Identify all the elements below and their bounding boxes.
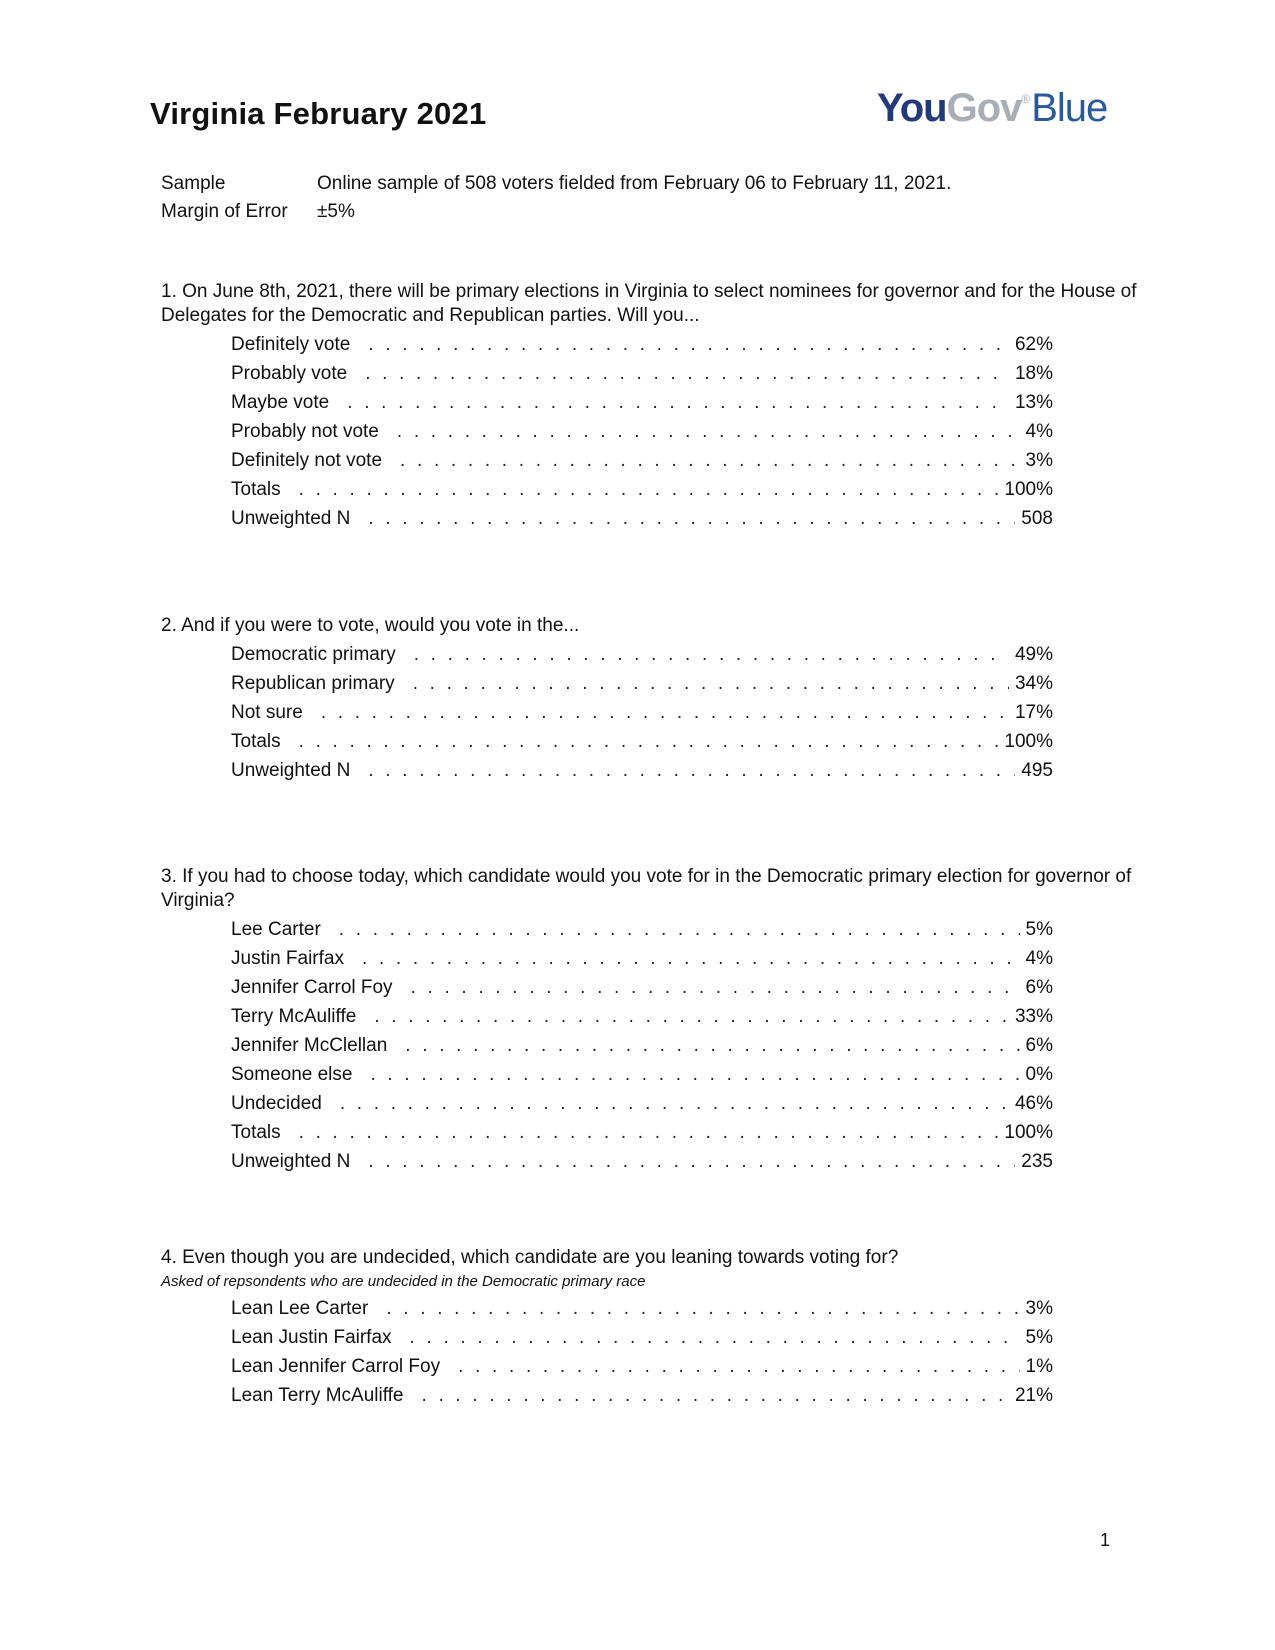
totals-row	[231, 475, 1053, 504]
totals-row	[231, 1118, 1053, 1147]
response-row	[231, 417, 1053, 446]
margin-of-error-row	[161, 198, 951, 226]
response-value: 508	[1021, 508, 1053, 529]
response-value: 62%	[1014, 334, 1053, 355]
response-list	[231, 330, 1053, 533]
dot-leader	[374, 1002, 1009, 1031]
response-label: Totals	[231, 479, 281, 500]
margin-of-error-label: Margin of Error	[161, 201, 288, 222]
unweighted-n-row	[231, 504, 1053, 533]
dot-leader	[299, 475, 999, 504]
sample-label: Sample	[161, 173, 226, 194]
page-number: 1	[1100, 1530, 1111, 1550]
question-text: 1. On June 8th, 2021, there will be primary elections in Virginia to select nominees for governor and for the House of Delegates for the Democratic and Republican parties. Will you...	[161, 281, 1137, 326]
dot-leader	[340, 1089, 1009, 1118]
response-row	[231, 1031, 1053, 1060]
question-2	[161, 614, 1141, 785]
question-text: 3. If you had to choose today, which candidate would you vote for in the Democratic primary election for governor of Virginia?	[161, 866, 1132, 911]
response-label: Lean Jennifer Carrol Foy	[231, 1356, 441, 1377]
response-value: 100%	[1004, 1122, 1053, 1143]
response-label: Someone else	[231, 1064, 353, 1085]
margin-of-error-value: ±5%	[317, 201, 355, 222]
response-value: 34%	[1014, 673, 1053, 694]
logo-you: You	[877, 86, 947, 130]
dot-leader	[368, 330, 1009, 359]
response-value: 4%	[1025, 948, 1053, 969]
response-label: Definitely not vote	[231, 450, 383, 471]
question-1	[161, 280, 1141, 533]
response-label: Probably not vote	[231, 421, 379, 442]
dot-leader	[368, 504, 1015, 533]
response-value: 1%	[1025, 1356, 1053, 1377]
dot-leader	[362, 944, 1020, 973]
response-label: Totals	[231, 1122, 281, 1143]
response-row	[231, 330, 1053, 359]
response-label: Lean Terry McAuliffe	[231, 1385, 404, 1406]
response-value: 100%	[1004, 479, 1053, 500]
response-value: 3%	[1025, 450, 1053, 471]
response-row	[231, 446, 1053, 475]
response-label: Totals	[231, 731, 281, 752]
response-label: Republican primary	[231, 673, 395, 694]
dot-leader	[397, 417, 1020, 446]
totals-row	[231, 727, 1053, 756]
response-value: 17%	[1014, 702, 1053, 723]
response-label: Terry McAuliffe	[231, 1006, 357, 1027]
response-value: 6%	[1025, 1035, 1053, 1056]
response-row	[231, 1352, 1053, 1381]
response-value: 5%	[1025, 1327, 1053, 1348]
question-text: 2. And if you were to vote, would you vote in the...	[161, 615, 580, 636]
response-value: 6%	[1025, 977, 1053, 998]
response-label: Unweighted N	[231, 508, 351, 529]
response-list	[231, 640, 1053, 785]
unweighted-n-row	[231, 1147, 1053, 1176]
response-row	[231, 1323, 1053, 1352]
response-value: 495	[1021, 760, 1053, 781]
response-label: Jennifer Carrol Foy	[231, 977, 393, 998]
dot-leader	[410, 1323, 1020, 1352]
response-value: 0%	[1025, 1064, 1053, 1085]
response-value: 49%	[1014, 644, 1053, 665]
response-row	[231, 640, 1053, 669]
sample-row	[161, 170, 951, 198]
response-value: 33%	[1014, 1006, 1053, 1027]
response-row	[231, 1294, 1053, 1323]
response-value: 100%	[1004, 731, 1053, 752]
dot-leader	[413, 669, 1009, 698]
response-label: Definitely vote	[231, 334, 351, 355]
response-row	[231, 669, 1053, 698]
dot-leader	[405, 1031, 1019, 1060]
response-label: Probably vote	[231, 363, 348, 384]
response-row	[231, 1060, 1053, 1089]
response-label: Lean Justin Fairfax	[231, 1327, 392, 1348]
logo-blue: Blue	[1031, 86, 1108, 130]
response-label: Maybe vote	[231, 392, 330, 413]
survey-meta	[161, 170, 951, 226]
response-row	[231, 1089, 1053, 1118]
page-title: Virginia February 2021	[150, 96, 487, 131]
dot-leader	[347, 388, 1009, 417]
response-row	[231, 973, 1053, 1002]
dot-leader	[299, 727, 999, 756]
response-list	[231, 915, 1053, 1176]
response-label: Unweighted N	[231, 760, 351, 781]
question-4	[161, 1246, 1141, 1410]
response-value: 235	[1021, 1151, 1053, 1172]
dot-leader	[368, 1147, 1015, 1176]
response-value: 3%	[1025, 1298, 1053, 1319]
response-value: 21%	[1014, 1385, 1053, 1406]
response-list	[231, 1294, 1053, 1410]
yougov-blue-logo	[877, 86, 1107, 131]
response-label: Jennifer McClellan	[231, 1035, 388, 1056]
unweighted-n-row	[231, 756, 1053, 785]
response-value: 18%	[1014, 363, 1053, 384]
dot-leader	[458, 1352, 1019, 1381]
dot-leader	[299, 1118, 999, 1147]
dot-leader	[321, 698, 1009, 727]
question-note: Asked of repsondents who are undecided in the Democratic primary race	[161, 1273, 646, 1290]
response-label: Lee Carter	[231, 919, 321, 940]
response-value: 4%	[1025, 421, 1053, 442]
response-label: Undecided	[231, 1093, 322, 1114]
response-row	[231, 1002, 1053, 1031]
sample-value: Online sample of 508 voters fielded from February 06 to February 11, 2021.	[317, 173, 952, 194]
response-row	[231, 915, 1053, 944]
response-row	[231, 944, 1053, 973]
response-row	[231, 698, 1053, 727]
response-label: Unweighted N	[231, 1151, 351, 1172]
response-row	[231, 1381, 1053, 1410]
response-label: Justin Fairfax	[231, 948, 344, 969]
logo-registered-mark: ®	[1021, 92, 1030, 106]
dot-leader	[368, 756, 1015, 785]
dot-leader	[370, 1060, 1019, 1089]
response-value: 5%	[1025, 919, 1053, 940]
dot-leader	[386, 1294, 1019, 1323]
question-text: 4. Even though you are undecided, which candidate are you leaning towards voting for?	[161, 1247, 899, 1268]
response-row	[231, 359, 1053, 388]
question-3	[161, 865, 1141, 1176]
response-value: 46%	[1014, 1093, 1053, 1114]
response-label: Democratic primary	[231, 644, 396, 665]
response-row	[231, 388, 1053, 417]
dot-leader	[411, 973, 1020, 1002]
dot-leader	[365, 359, 1009, 388]
response-label: Not sure	[231, 702, 303, 723]
dot-leader	[414, 640, 1009, 669]
response-label: Lean Lee Carter	[231, 1298, 369, 1319]
logo-gov: Gov	[946, 86, 1022, 130]
dot-leader	[422, 1381, 1009, 1410]
dot-leader	[339, 915, 1020, 944]
response-value: 13%	[1014, 392, 1053, 413]
dot-leader	[400, 446, 1020, 475]
